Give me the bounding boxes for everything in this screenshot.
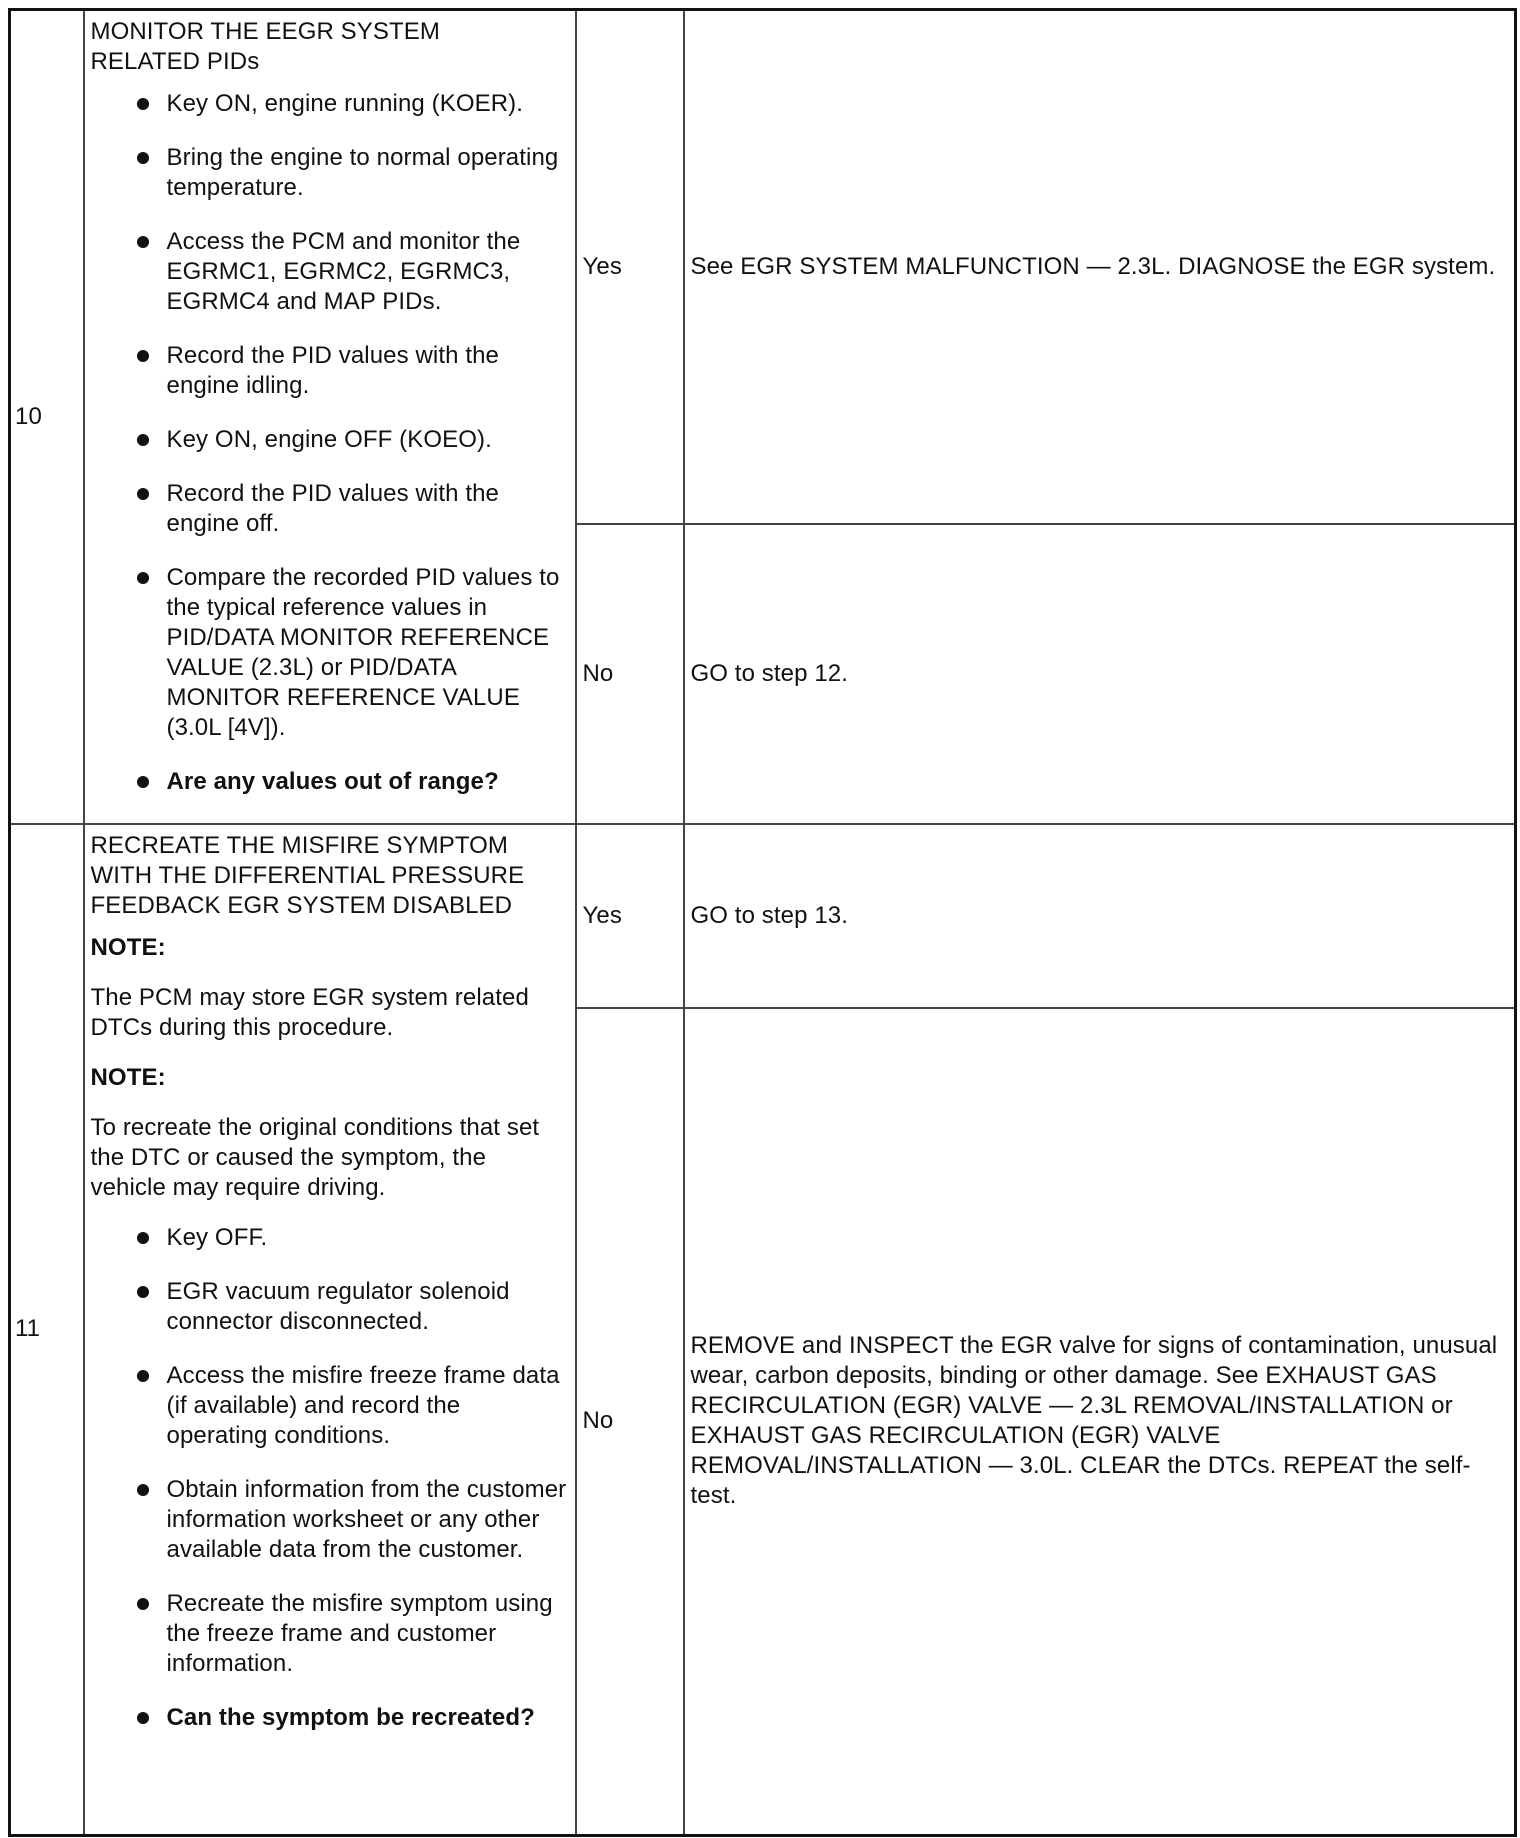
bullet-item: Access the PCM and monitor the EGRMC1, EGRMC2, EGRMC3, EGRMC4 and MAP PIDs. xyxy=(91,227,567,317)
bullet-icon xyxy=(137,434,149,446)
note-label: NOTE: xyxy=(90,933,166,961)
bullet-icon xyxy=(137,1286,149,1298)
bullet-icon xyxy=(137,350,149,362)
bullet-item: Bring the engine to normal operating temperature. xyxy=(91,143,567,203)
bullet-item: Recreate the misfire symptom using the freeze frame and customer information. xyxy=(91,1589,567,1679)
answer-yes: Yes xyxy=(576,10,684,524)
diagnostic-table xyxy=(8,8,1517,1837)
bullet-item: Key ON, engine running (KOER). xyxy=(91,89,567,119)
result-text: GO to step 13. xyxy=(684,824,1516,1008)
step-number: 11 xyxy=(10,824,84,1836)
answer-no: No xyxy=(576,524,684,824)
step-11-row-yes xyxy=(10,824,1516,1008)
note-label: NOTE: xyxy=(90,1063,166,1091)
bullet-icon xyxy=(137,572,149,584)
result-text: REMOVE and INSPECT the EGR valve for signs of contamination, unusual wear, carbon deposits, binding or other damage. See EXHAUST GAS RECIRCULATION (EGR) VALVE — 2.3L REMOVAL/INSTALLATION or EXHAUST GAS RECIRCULATION (EGR) VALVE REMOVAL/INSTALLATION — 3.0L. CLEAR the DTCs. REPEAT the self-test. xyxy=(684,1008,1516,1836)
result-text: GO to step 12. xyxy=(684,524,1516,824)
bullet-item: Access the misfire freeze frame data (if available) and record the operating conditions. xyxy=(91,1361,567,1451)
step-heading: MONITOR THE EEGR SYSTEM RELATED PIDs xyxy=(90,18,440,75)
bullet-icon xyxy=(137,1712,149,1724)
bullet-icon xyxy=(137,776,149,788)
step-heading: RECREATE THE MISFIRE SYMPTOM WITH THE DIFFERENTIAL PRESSURE FEEDBACK EGR SYSTEM DISABLED xyxy=(90,831,525,919)
bullet-icon xyxy=(137,152,149,164)
step-action xyxy=(84,824,576,1836)
step-bullet-list xyxy=(91,89,567,797)
bullet-icon xyxy=(137,236,149,248)
step-bullet-list xyxy=(91,1223,567,1733)
bullet-item: Compare the recorded PID values to the typical reference values in PID/DATA MONITOR REFERENCE VALUE (2.3L) or PID/DATA MONITOR REFERENCE VALUE (3.0L [4V]). xyxy=(91,563,567,743)
bullet-icon xyxy=(137,488,149,500)
bullet-item-question: Can the symptom be recreated? xyxy=(91,1703,567,1733)
note-text: To recreate the original conditions that set the DTC or caused the symptom, the vehicle may require driving. xyxy=(90,1113,540,1201)
bullet-icon xyxy=(137,98,149,110)
step-10-row-yes xyxy=(10,10,1516,524)
bullet-item: Key ON, engine OFF (KOEO). xyxy=(91,425,567,455)
answer-no: No xyxy=(576,1008,684,1836)
answer-yes: Yes xyxy=(576,824,684,1008)
bullet-item-question: Are any values out of range? xyxy=(91,767,567,797)
bullet-item: Record the PID values with the engine idling. xyxy=(91,341,567,401)
bullet-icon xyxy=(137,1370,149,1382)
bullet-icon xyxy=(137,1598,149,1610)
bullet-icon xyxy=(137,1484,149,1496)
step-action xyxy=(84,10,576,824)
step-number: 10 xyxy=(10,10,84,824)
bullet-item: Record the PID values with the engine off. xyxy=(91,479,567,539)
result-text: See EGR SYSTEM MALFUNCTION — 2.3L. DIAGNOSE the EGR system. xyxy=(684,10,1516,524)
bullet-item: Obtain information from the customer information worksheet or any other available data from the customer. xyxy=(91,1475,567,1565)
bullet-item: EGR vacuum regulator solenoid connector disconnected. xyxy=(91,1277,567,1337)
bullet-item: Key OFF. xyxy=(91,1223,567,1253)
bullet-icon xyxy=(137,1232,149,1244)
note-text: The PCM may store EGR system related DTCs during this procedure. xyxy=(90,983,529,1041)
